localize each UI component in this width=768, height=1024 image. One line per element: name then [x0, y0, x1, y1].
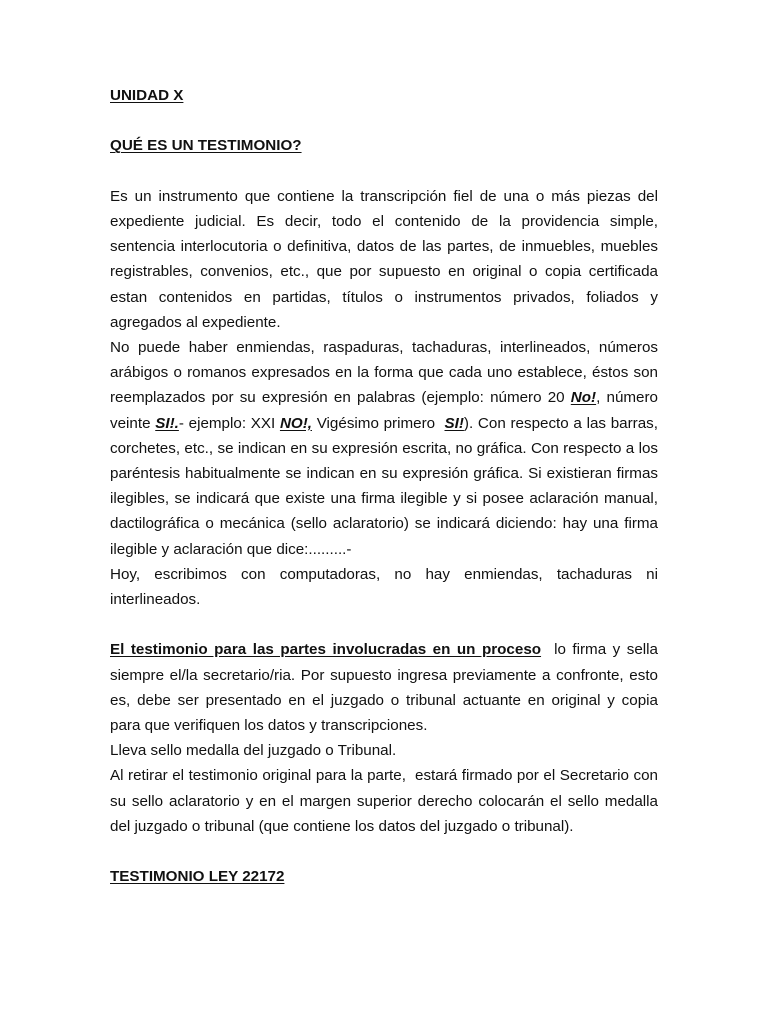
emphasis-no-2: NO!,	[279, 414, 312, 432]
rules-text-b: , número veinte	[110, 389, 658, 432]
law-heading: TESTIMONIO LEY 22172	[110, 868, 285, 886]
spacer	[110, 839, 658, 864]
paragraph-withdrawal: Al retirar el testimonio original para la parte, estará firmado por el Secretario con su sello aclaratorio y en el margen superior derecho colocarán el sello medalla del juzgado o tribunal (que contiene los datos del juzgado o tribunal).	[110, 767, 663, 835]
paragraph-definition: Es un instrumento que contiene la transcripción fiel de una o más piezas del expediente judicial. Es decir, todo el contenido de la providencia simple, sentencia interlocutoria o definitiva, datos de las partes, de inmuebles, muebles registrables, convenios, etc., que por supuesto en original o copia certificada estan contenidos en partidas, títulos o instrumentos privados, foliados y agregados al expediente.	[110, 187, 658, 331]
spacer	[110, 159, 658, 184]
paragraph-rules	[110, 335, 658, 562]
parties-text: lo firma y sella siempre el/la secretario/ria. Por supuesto ingresa previamente a confronte, esto es, debe ser presentado en el juzgado o tribunal actuante en original y copia para que verifiquen los datos y transcripciones.	[110, 641, 663, 735]
paragraph-seal: Lleva sello medalla del juzgado o Tribunal.	[110, 742, 397, 760]
spacer	[110, 612, 658, 637]
document-page	[110, 83, 663, 889]
rules-text-e: ). Con respecto a las barras, corchetes, etc., se indican en su expresión escrita, no gráfica. Con respecto a los paréntesis habitualmente se indican en su expresión gráfica. Si existieran firmas ilegibles, se indicará que existe una firma ilegible y si posee aclaración manual, dactilográfica o mecánica (sello aclaratorio) se indicará diciendo: hay una firma ilegible y aclaración que dice:.........-	[110, 414, 658, 558]
emphasis-si-2: SI!	[444, 414, 464, 432]
paragraph-parties	[110, 637, 663, 738]
rules-text-a: No puede haber enmiendas, raspaduras, tachaduras, interlineados, números arábigos o romanos expresados en la forma que cada uno establece, éstos son reemplazados por su expresión en palabras (ejemplo: número 20	[110, 339, 658, 407]
question-heading: QUÉ ES UN TESTIMONIO?	[110, 137, 302, 155]
spacer	[110, 108, 658, 133]
paragraph-computers: Hoy, escribimos con computadoras, no hay enmiendas, tachaduras ni interlineados.	[110, 565, 658, 609]
rules-text-c: - ejemplo: XXI	[178, 414, 280, 432]
unit-title: UNIDAD X	[110, 87, 184, 104]
parties-lead: El testimonio para las partes involucradas en un proceso	[110, 641, 542, 659]
emphasis-si-1: SI!.	[155, 414, 179, 432]
rules-text-d: Vigésimo primero	[312, 414, 445, 432]
emphasis-no-1: No!	[570, 389, 597, 407]
